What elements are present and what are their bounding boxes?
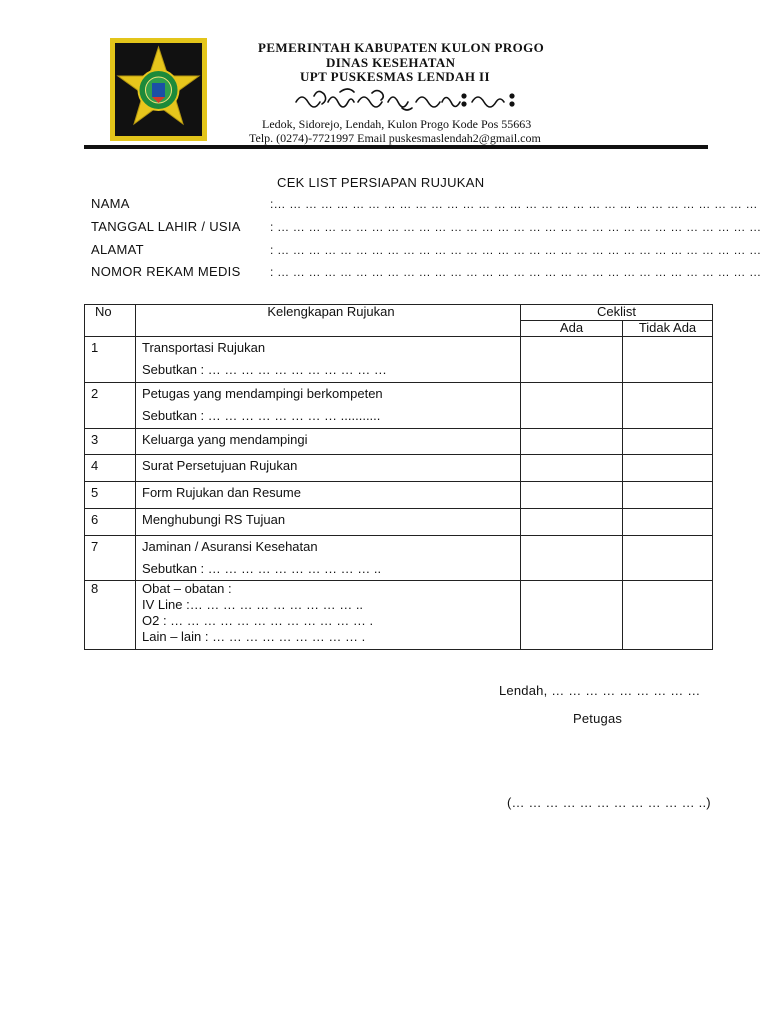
- checkbox-ada[interactable]: [521, 581, 623, 650]
- kulon-progo-emblem: [110, 38, 207, 141]
- government-name: PEMERINTAH KABUPATEN KULON PROGO: [258, 40, 545, 55]
- row-number: 7: [85, 536, 136, 581]
- header-ceklist: Ceklist: [521, 305, 713, 321]
- field-label-tanggal-lahir: TANGGAL LAHIR / USIA: [91, 219, 241, 234]
- signature-field: (… … … … … … … … … … … ..): [507, 795, 711, 810]
- header-kelengkapan: Kelengkapan Rujukan: [136, 305, 521, 337]
- field-label-nomor-rekam-medis: NOMOR REKAM MEDIS: [91, 264, 241, 279]
- row-number: 3: [85, 429, 136, 455]
- checkbox-ada[interactable]: [521, 455, 623, 482]
- checkbox-tidak-ada[interactable]: [623, 383, 713, 429]
- row-item: Obat – obatan : IV Line :… … … … … … … … … … .. O2 : … … … … … … … … … … … … . Lain – lain : … … … … … … … … … .: [136, 581, 521, 650]
- checkbox-ada[interactable]: [521, 482, 623, 509]
- institution-name: UPT PUSKESMAS LENDAH II: [300, 69, 490, 84]
- row-item: Keluarga yang mendampingi: [136, 429, 521, 455]
- row-number: 5: [85, 482, 136, 509]
- table-row: [85, 509, 713, 536]
- table-row: [85, 337, 713, 383]
- checkbox-tidak-ada[interactable]: [623, 429, 713, 455]
- checkbox-ada[interactable]: [521, 337, 623, 383]
- checkbox-ada[interactable]: [521, 383, 623, 429]
- field-nama: :… … … … … … … … … … … … … … … … … … … … … … … … … … … … … … …: [270, 197, 758, 211]
- header-no: No: [85, 305, 136, 337]
- department-name: DINAS KESEHATAN: [326, 55, 456, 70]
- field-nomor-rekam-medis: : … … … … … … … … … … … … … … … … … … … … … … … … … … … … … … …: [270, 265, 762, 279]
- address-line: Ledok, Sidorejo, Lendah, Kulon Progo Kode Pos 55663: [262, 117, 532, 131]
- checkbox-tidak-ada[interactable]: [623, 509, 713, 536]
- row-number: 6: [85, 509, 136, 536]
- row-number: 1: [85, 337, 136, 383]
- checkbox-ada[interactable]: [521, 429, 623, 455]
- row-item: Jaminan / Asuransi Kesehatan Sebutkan : … … … … … … … … … … ..: [136, 536, 521, 581]
- table-row: [85, 455, 713, 482]
- checkbox-ada[interactable]: [521, 536, 623, 581]
- checkbox-tidak-ada[interactable]: [623, 581, 713, 650]
- field-label-nama: NAMA: [91, 196, 130, 211]
- row-item: Petugas yang mendampingi berkompeten Sebutkan : … … … … … … … … ...........: [136, 383, 521, 429]
- table-row: [85, 482, 713, 509]
- checkbox-ada[interactable]: [521, 509, 623, 536]
- table-row: [85, 536, 713, 581]
- place-date-field: Lendah, … … … … … … … … …: [499, 683, 701, 698]
- row-number: 8: [85, 581, 136, 650]
- checkbox-tidak-ada[interactable]: [623, 482, 713, 509]
- javanese-script-name: [292, 84, 522, 114]
- letterhead-divider: [84, 145, 708, 149]
- contact-line: Telp. (0274)-7721997 Email puskesmaslendah2@gmail.com: [249, 131, 541, 145]
- header-tidak-ada: Tidak Ada: [623, 321, 713, 337]
- row-number: 2: [85, 383, 136, 429]
- svg-text:ꦥꦸꦱ꧀ꦏꦼꦱ꧀ꦩꦱ꧀ꦭꦼꦤ꧀ꦝꦃ: ꦥꦸꦱ꧀ꦏꦼꦱ꧀ꦩꦱ꧀ꦭꦼꦤ꧀ꦝꦃ: [292, 84, 303, 85]
- row-item: Menghubungi RS Tujuan: [136, 509, 521, 536]
- form-title: CEK LIST PERSIAPAN RUJUKAN: [277, 175, 485, 190]
- table-row: [85, 429, 713, 455]
- officer-label: Petugas: [573, 711, 623, 726]
- field-alamat: : … … … … … … … … … … … … … … … … … … … … … … … … … … … … … … …: [270, 243, 762, 257]
- row-item: Transportasi Rujukan Sebutkan : … … … … … … … … … … …: [136, 337, 521, 383]
- checkbox-tidak-ada[interactable]: [623, 455, 713, 482]
- field-tanggal-lahir: : … … … … … … … … … … … … … … … … … … … … … … … … … … … … … … …: [270, 220, 762, 234]
- checklist-table: [84, 304, 713, 650]
- header-ada: Ada: [521, 321, 623, 337]
- table-row: [85, 581, 713, 650]
- row-item: Form Rujukan dan Resume: [136, 482, 521, 509]
- emblem-star-icon: [115, 43, 202, 136]
- checkbox-tidak-ada[interactable]: [623, 337, 713, 383]
- field-label-alamat: ALAMAT: [91, 242, 144, 257]
- row-item: Surat Persetujuan Rujukan: [136, 455, 521, 482]
- row-number: 4: [85, 455, 136, 482]
- checkbox-tidak-ada[interactable]: [623, 536, 713, 581]
- table-row: [85, 383, 713, 429]
